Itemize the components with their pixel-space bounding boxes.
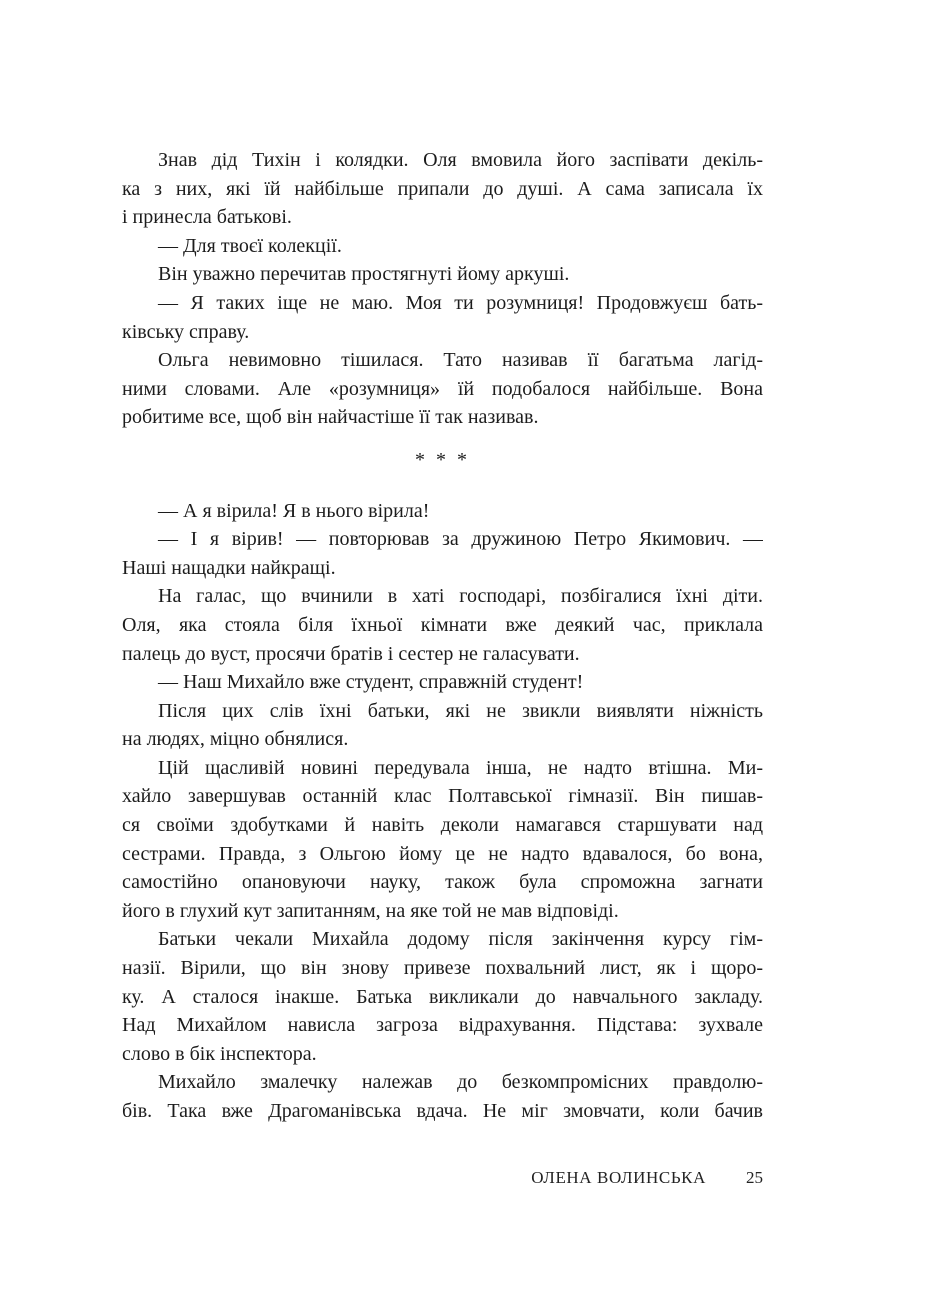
text-line: назії. Вірили, що він знову привезе похвальний лист, як і щоро-: [122, 957, 763, 980]
text-line: На галас, що вчинили в хаті господарі, позбігалися їхні діти.: [158, 585, 763, 608]
text-line: — Для твоєї колекції.: [158, 234, 342, 257]
text-line: Знав дід Тихін і колядки. Оля вмовила його заспівати декіль-: [158, 149, 763, 171]
text-line: самостійно опановуючи науку, також була спроможна загнати: [122, 871, 763, 894]
page-footer: [122, 1168, 763, 1188]
text-line: і принесла батькові.: [122, 206, 292, 229]
text-line: робитиме все, щоб він найчастіше її так називав.: [122, 406, 539, 429]
text-line: Цій щасливій новині передувала інша, не надто втішна. Ми-: [158, 756, 763, 779]
text-line: Над Михайлом нависла загроза відрахування. Підстава: зухвале: [122, 1014, 763, 1037]
text-line: слово в бік інспектора.: [122, 1042, 317, 1065]
text-line: ку. А сталося інакше. Батька викликали до навчального закладу.: [122, 985, 763, 1008]
text-line: Оля, яка стояла біля їхньої кімнати вже деякий час, приклала: [122, 613, 763, 636]
text-line: на людях, міцно обнялися.: [122, 728, 349, 751]
text-line: Ольга невимовно тішилася. Тато називав її багатьма лагід-: [158, 349, 763, 372]
text-line: сестрами. Правда, з Ольгою йому це не надто вдавалося, бо вона,: [122, 842, 763, 865]
text-line: — А я вірила! Я в нього вірила!: [158, 499, 430, 522]
text-line: палець до вуст, просячи братів і сестер не галасувати.: [122, 642, 580, 665]
text-line: — Я таких іще не маю. Моя ти розумниця! Продовжуєш бать-: [158, 291, 763, 314]
text-line: ними словами. Але «розумниця» їй подобалося найбільше. Вона: [122, 377, 763, 400]
text-line: бів. Така вже Драгоманівська вдача. Не міг змовчати, коли бачив: [122, 1100, 763, 1122]
text-line: Батьки чекали Михайла додому після закінчення курсу гім-: [158, 928, 763, 951]
text-line: Наші нащадки найкращі.: [122, 556, 336, 579]
page-number: 25: [746, 1168, 763, 1187]
text-line: хайло завершував останній клас Полтавської гімназії. Він пишав-: [122, 785, 763, 808]
text-line: — І я вірив! — повторював за дружиною Петро Якимович. —: [158, 528, 763, 551]
section-separator: * * *: [415, 448, 470, 471]
text-line: ся своїми здобутками й навіть деколи намагався старшувати над: [122, 814, 763, 837]
text-line: — Наш Михайло вже студент, справжній студент!: [158, 671, 584, 694]
text-line: Він уважно перечитав простягнуті йому аркуші.: [158, 263, 570, 286]
text-block: [122, 146, 763, 1126]
text-line: ка з них, які їй найбільше припали до душі. А сама записала їх: [122, 177, 763, 200]
text-line: Після цих слів їхні батьки, які не звикли виявляти ніжність: [158, 699, 763, 722]
running-title-author: ОЛЕНА ВОЛИНСЬКА: [531, 1168, 706, 1187]
text-line: ківську справу.: [122, 320, 250, 343]
text-line: його в глухий кут запитанням, на яке той не мав відповіді.: [122, 899, 619, 922]
text-line: Михайло змалечку належав до безкомпромісних правдолю-: [158, 1071, 763, 1094]
